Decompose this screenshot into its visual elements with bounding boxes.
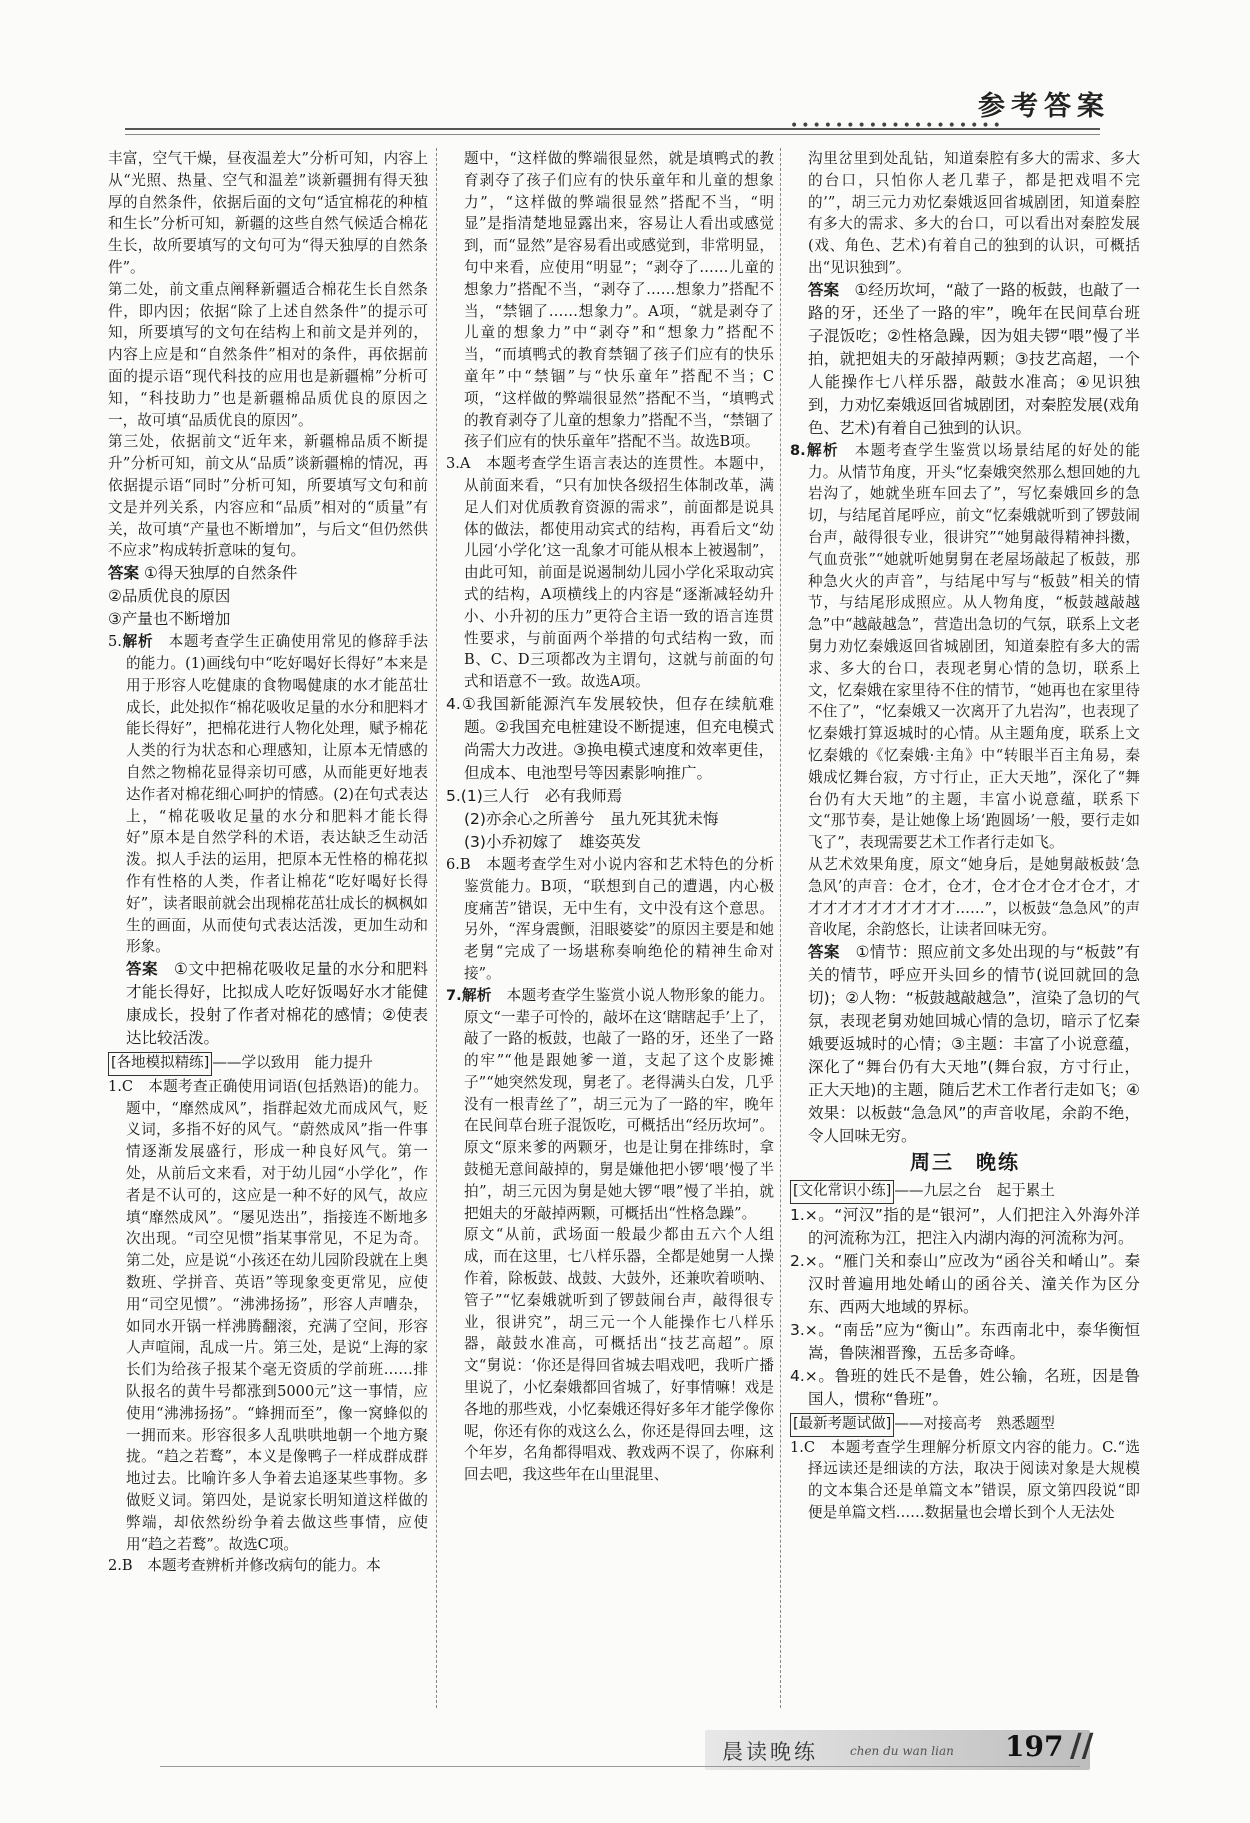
analysis-label: 解析 bbox=[121, 633, 154, 651]
question-5 bbox=[108, 631, 428, 958]
column-1 bbox=[108, 148, 428, 1577]
header-dots: ••••••••••••••••••• bbox=[790, 118, 1004, 134]
question-4: 4.①我国新能源汽车发展较快，但存在续航难题。②我国充电桩建设不断提速，但充电模式尚需大力改进。③换电模式速度和效率更佳，但成本、电池型号等因素影响推广。 bbox=[446, 694, 774, 782]
footer-pinyin: chen du wan lian bbox=[850, 1744, 954, 1758]
footer-slash-decoration: // bbox=[1070, 1726, 1094, 1764]
paragraph: 沟里岔里到处乱钻，知道秦腔有多大的需求、多大的台口，只怕你人老几辈子，都是把戏唱不完的’”，胡三元力劝忆秦娥返回省城剧团，知道秦腔有多大的需求、多大的台口，可以看出对秦腔发展(戏、角色、艺术)有着自己的独到的认识，可概括出“见识独到”。 bbox=[808, 150, 1140, 276]
answer-block bbox=[790, 279, 1140, 440]
question-5-line: (2)亦余心之所善兮 虽九死其犹未悔 bbox=[464, 809, 719, 828]
question-2: 2.B 本题考查辨析并修改病句的能力。本 bbox=[108, 1557, 381, 1575]
question-7 bbox=[446, 985, 774, 1225]
header-rule bbox=[125, 128, 1100, 135]
exam-item: 1.C 本题考查学生理解分析原文内容的能力。C.“选择远读还是细读的方法，取决于阅读对象是大规模的文本集合还是单篇文本”错误，原文第四段说“即便是单篇文档……数据量也会增长到个人无法处 bbox=[790, 1438, 1140, 1521]
section-tail: ——对接高考 熟悉题型 bbox=[894, 1414, 1055, 1432]
paragraph: 第三处，依据前文“近年来，新疆棉品质不断提升”分析可知，前文从“品质”谈新疆棉的情况，再依据提示语“同时”分析可知，所要填写文句和前文是并列关系，内容应和“品质”相对的“质量”有关，故可填“产量也不断增加”，与后文“但仍然供不应求”构成转折意味的复句。 bbox=[108, 433, 428, 560]
analysis-label: 8.解析 bbox=[790, 441, 839, 459]
column-3 bbox=[790, 148, 1140, 1524]
paragraph: 丰富，空气干燥，昼夜温差大”分析可知，内容上从“光照、热量、空气和温差”谈新疆拥有得天独厚的自然条件，依据后面的文句“适宜棉花的种植和生长”分析可知，新疆的这些自然气候适合棉花生长，故所要填写的文句可为“得天独厚的自然条件”。 bbox=[108, 150, 428, 276]
question-5-line: (3)小乔初嫁了 雄姿英发 bbox=[464, 832, 641, 851]
question-1: 1.C 本题考查正确使用词语(包括熟语)的能力。题中，“靡然成风”，指群起效尤而成风气，贬义词，多指不好的风气。“蔚然成风”指一件事情逐渐发展盛行，形成一种良好风气。第一处，从前后文来看，对于幼儿园“小学化”，作者是不认可的，这应是一种不好的风气，故应填“靡然成风”。“屡见迭出”，指接连不断地多次出现。“司空见惯”指某事常见，不足为奇。第二处，应是说“小孩还在幼儿园阶段就在上奥数班、学拼音、英语”等现象变更常见，应使用“司空见惯”。“沸沸扬扬”，形容人声嘈杂，如同水开锅一样沸腾翻滚，充满了空间，形容人声喧闹，乱成一片。第三处，是说“上海的家长们为给孩子报某个毫无资质的学前班……排队报名的黄牛号都涨到5000元”这一事情，应使用“沸沸扬扬”。“蜂拥而至”，像一窝蜂似的一拥而来。形容很多人乱哄哄地朝一个地方聚拢。“趋之若鹜”，本义是像鸭子一样成群成群地过去。比喻许多人争着去追逐某些事物。多做贬义词。第四处，是说家长明知道这样做的弊端，却依然纷纷争着去做这些事情，应使用“趋之若鹜”。故选C项。 bbox=[108, 1077, 428, 1553]
section-heading bbox=[790, 1178, 1140, 1204]
answer-label: 答案 bbox=[108, 564, 140, 583]
question-8 bbox=[790, 440, 1140, 854]
section-heading bbox=[108, 1050, 428, 1076]
paragraph: 从艺术效果角度，原文“她身后，是她舅敲板鼓‘急急风’的声音：仓才，仓才，仓才仓才仓才仓才，才才才才才才才才才才才……”，以板鼓“急急风”的声音收尾，余韵悠长，让读者回味无穷。 bbox=[808, 855, 1140, 939]
answer-text: ①经历坎坷，“敲了一路的板鼓，也敲了一路的牙，还坐了一路的牢”，晚年在民间草台班子混饭吃；②性格急躁，因为姐夫锣“喂”慢了半拍，就把姐夫的牙敲掉两颗；③技艺高超，一个人能操作七八样乐器，敲鼓水准高；④见识独到，力劝忆秦娥返回省城剧团，对秦腔发展(戏角色、艺术)有着自己独到的认识。 bbox=[808, 280, 1140, 437]
section-label: [各地模拟精练] bbox=[108, 1052, 212, 1076]
answer-line: ③产量也不断增加 bbox=[108, 610, 231, 629]
answer-text: ①文中把棉花吸收足量的水分和肥料才能长得好，比拟成人吃好饭喝好水才能健康成长，投射了作者对棉花的感情；②使表达比较活泼。 bbox=[126, 960, 428, 1048]
question-3: 3.A 本题考查学生语言表达的连贯性。本题中，从前面来看，“只有加快各级招生体制改革，满足人们对优质教育资源的需求”，前面都是说具体的做法，都使用动宾式的结构，再看后文“幼儿园‘小学化’这一乱象才可能从根本上被遏制”，由此可知，前面是说遏制幼儿园小学化采取动宾式的结构，A项横线上的内容是“逐渐减轻幼升小、小升初的压力”更符合主语一致的语言连贯性要求，与前面两个举措的句式结构一致，而B、C、D三项都改为主谓句，这就与前面的句式和语意不一致。故选A项。 bbox=[446, 455, 774, 691]
analysis-text: 本题考查学生鉴赏小说人物形象的能力。原文“一辈子可怜的，敲坏在这‘瞎瞎起手’上了，敲了一路的板鼓，也敲了一路的牙，还坐了一路的牢”“他是跟她爹一道，支起了这个皮影摊子”“她突然发现，舅老了。老得满头白发，几乎没有一根青丝了”，胡三元为了一路的牢，晚年在民间草台班子混饭吃，可概括出“经历坎坷”。原文“原来爹的两颗牙，也是让舅在排练时，拿鼓槌无意间敲掉的，舅是嫌他把小锣‘喂’慢了半拍”，胡三元因为舅是她大锣“喂”慢了半拍，就把姐夫的牙敲掉两颗，可概括出“性格急躁”。 bbox=[464, 986, 774, 1222]
answer-label: 答案 bbox=[126, 960, 159, 979]
paragraph: 题中，“这样做的弊端很显然，就是填鸭式的教育剥夺了孩子们应有的快乐童年和儿童的想象力”，“这样做的弊端很显然”搭配不当，“明显”是指清楚地显露出来，容易让人看出或感觉到，而“显然”是容易看出或感觉到，非常明显，句中来看，应使用“明显”；“剥夺了……儿童的想象力”搭配不当，“剥夺了……想象力”搭配不当，“禁锢了……想象力”。A项，“就是剥夺了儿童的想象力”中“剥夺”和“想象力”搭配不当，“而填鸭式的教育禁锢了孩子们应有的快乐童年”中“禁锢”与“快乐童年”搭配不当；C项，“这样做的弊端很显然”搭配不当，“填鸭式的教育剥夺了儿童的想象力”搭配不当，“禁锢了孩子们应有的快乐童年”搭配不当。故选B项。 bbox=[464, 150, 774, 451]
analysis-text: 本题考查学生鉴赏以场景结尾的好处的能力。从情节角度，开头“忆秦娥突然那么想回她的九岩沟了，她就坐班车回去了”，写忆秦娥回乡的急切，与结尾首尾呼应，前文“忆秦娥就听到了锣鼓闹台声，敲得很专业，很讲究”“她舅敲得精神抖擞，气血贲张”“她就听她舅舅在老屋场敲起了板鼓，那种急火火的声音”，与结尾中写与“板鼓”相关的情节，与结尾形成照应。从人物角度，“板鼓越敲越急”中“越敲越急”，营造出急切的气氛，联系上文老舅力劝忆秦娥返回省城剧团，知道秦腔有多大的需求、多大的台口，表现老舅心情的急切，联系上文，忆秦娥在家里待不住的情节，“她再也在家里待不住了”，“忆秦娥又一次离开了九岩沟”，也表现了忆秦娥打算返城时的心情。从主题角度，联系上文忆秦娥的《忆秦娥·主角》中“转眼半百主角易，秦娥成忆舞台寂，方寸行止，正大天地”，深化了“舞台仍有大天地”的主题，丰富小说意蕴，联系下文“那节奏，是让她像上场‘跑圆场’一般，要行走如飞了”，表现需要艺术工作者行走如飞。 bbox=[808, 441, 1140, 852]
answer-block bbox=[108, 958, 428, 1050]
paragraph: 第二处，前文重点阐释新疆适合棉花生长自然条件，即内因；依据“除了上述自然条件”的提示可知，所要填写的文句在结构上和前文是并列的，内容上应是和“自然条件”相对的条件，再依据前面的提示语“现代科技的应用也是新疆棉”分析可知，“科技助力”也是新疆棉品质优良的原因之一，故可填“品质优良的原因”。 bbox=[108, 280, 428, 429]
culture-item: 4.×。鲁班的姓氏不是鲁，姓公输，名班，因是鲁国人，惯称“鲁班”。 bbox=[790, 1366, 1140, 1408]
column-divider bbox=[436, 148, 437, 1708]
section-tail: ——九层之台 起于累土 bbox=[894, 1181, 1055, 1199]
question-5: 5.(1)三人行 必有我师焉 bbox=[446, 786, 623, 805]
section-label: [最新考题试做] bbox=[790, 1413, 894, 1437]
culture-item: 2.×。“雁门关和泰山”应改为“函谷关和崤山”。秦汉时普遍用地处崤山的函谷关、潼关作为区分东、西两大地域的界标。 bbox=[790, 1251, 1140, 1316]
paragraph: 原文“从前，武场面一般最少都由五六个人组成，而在这里，七八样乐器，全都是她舅一人操作着，除板鼓、战鼓、大鼓外，还兼吹着唢呐、管子”“忆秦娥就听到了锣鼓闹台声，敲得很专业，很讲究”，胡三元一个人能操作七八样乐器，敲鼓水准高，可概括出“技艺高超”。原文“舅说：‘你还是得回省城去唱戏吧，我听广播里说了，小忆秦娥都回省城了，好事情嘛！戏是各地的那些戏，小忆秦娥还得好多年才能学像你呢，你还有你的戏这么么，你还是得回去哩，这个年岁，名角都得唱戏、教戏两不误了，你麻利回去吧，我这些年在山里混里、 bbox=[464, 1226, 774, 1484]
answer-text: ①情节：照应前文多处出现的与“板鼓”有关的情节，呼应开头回乡的情节(说回就回的急切)；②人物：“板鼓越敲越急”，渲染了急切的气氛，表现老舅劝她回城心情的急切，暗示了忆秦娥要返城时的心情；③主题：丰富了小说意蕴，深化了“舞台仍有大天地”(舞台寂，方寸行止，正大天地)的主题，随后艺术工作者行走如飞；④效果：以板鼓“急急风”的声音收尾，余韵不绝，令人回味无穷。 bbox=[808, 943, 1140, 1146]
culture-item: 3.×。“南岳”应为“衡山”。东西南北中，泰华衡恒嵩，鲁陕湘晋豫，五岳多奇峰。 bbox=[790, 1320, 1140, 1362]
page-number: 197 bbox=[1005, 1730, 1064, 1763]
answer-label: 答案 bbox=[808, 280, 840, 299]
answer-block bbox=[108, 562, 428, 631]
answer-line: ①得天独厚的自然条件 bbox=[143, 564, 298, 583]
answer-line: ②品质优良的原因 bbox=[108, 587, 231, 606]
column-2 bbox=[446, 148, 774, 1486]
section-title: 周三 晚练 bbox=[910, 1150, 1020, 1175]
answer-label: 答案 bbox=[808, 943, 840, 962]
answer-block bbox=[790, 941, 1140, 1148]
analysis-label: 7.解析 bbox=[446, 986, 492, 1004]
footer-label: 晨读晚练 bbox=[722, 1740, 818, 1764]
analysis-text: 本题考查学生正确使用常见的修辞手法的能力。(1)画线句中“吃好喝好长得好”本来是用于形容人吃健康的食物喝健康的水才能茁壮成长，此处拟作“棉花吸收足量的水分和肥料才能长得好”，把棉花进行人物化处理，赋予棉花人类的行为状态和心理感知，让原本无情感的自然之物棉花显得亲切可感，从而能更好地表达作者对棉花细心呵护的情感。(2)在句式表达上，“棉花吸收足量的水分和肥料才能长得好”原本是自然学科的术语，表达缺乏生动活泼。拟人手法的运用，把原本无性格的棉花拟作有性格的人类，作者让棉花“吃好喝好长得好”，读者眼前就会出现棉花茁壮成长的枫枫如生的画面，从而使句式表达活泼，更加生动和形象。 bbox=[126, 633, 428, 956]
column-divider bbox=[780, 148, 781, 1708]
question-6: 6.B 本题考查学生对小说内容和艺术特色的分析鉴赏能力。B项，“联想到自己的遭遇，内心极度痛苦”错误，无中生有，文中没有这个意思。另外，“浑身震颤，泪眼婆娑”的原因主要是和她老舅“完成了一场堪称奏响绝伦的精神生命对接”。 bbox=[446, 855, 774, 982]
section-heading bbox=[790, 1411, 1140, 1437]
section-label: [文化常识小练] bbox=[790, 1180, 894, 1204]
header-title: 参考答案 bbox=[978, 91, 1110, 122]
question-number: 5. bbox=[108, 633, 122, 651]
section-tail: ——学以致用 能力提升 bbox=[212, 1054, 373, 1072]
footer-rule bbox=[160, 1766, 1080, 1767]
culture-item: 1.×。“河汉”指的是“银河”，人们把注入外海外洋的河流称为江，把注入内湖内海的河流称为河。 bbox=[790, 1205, 1140, 1247]
